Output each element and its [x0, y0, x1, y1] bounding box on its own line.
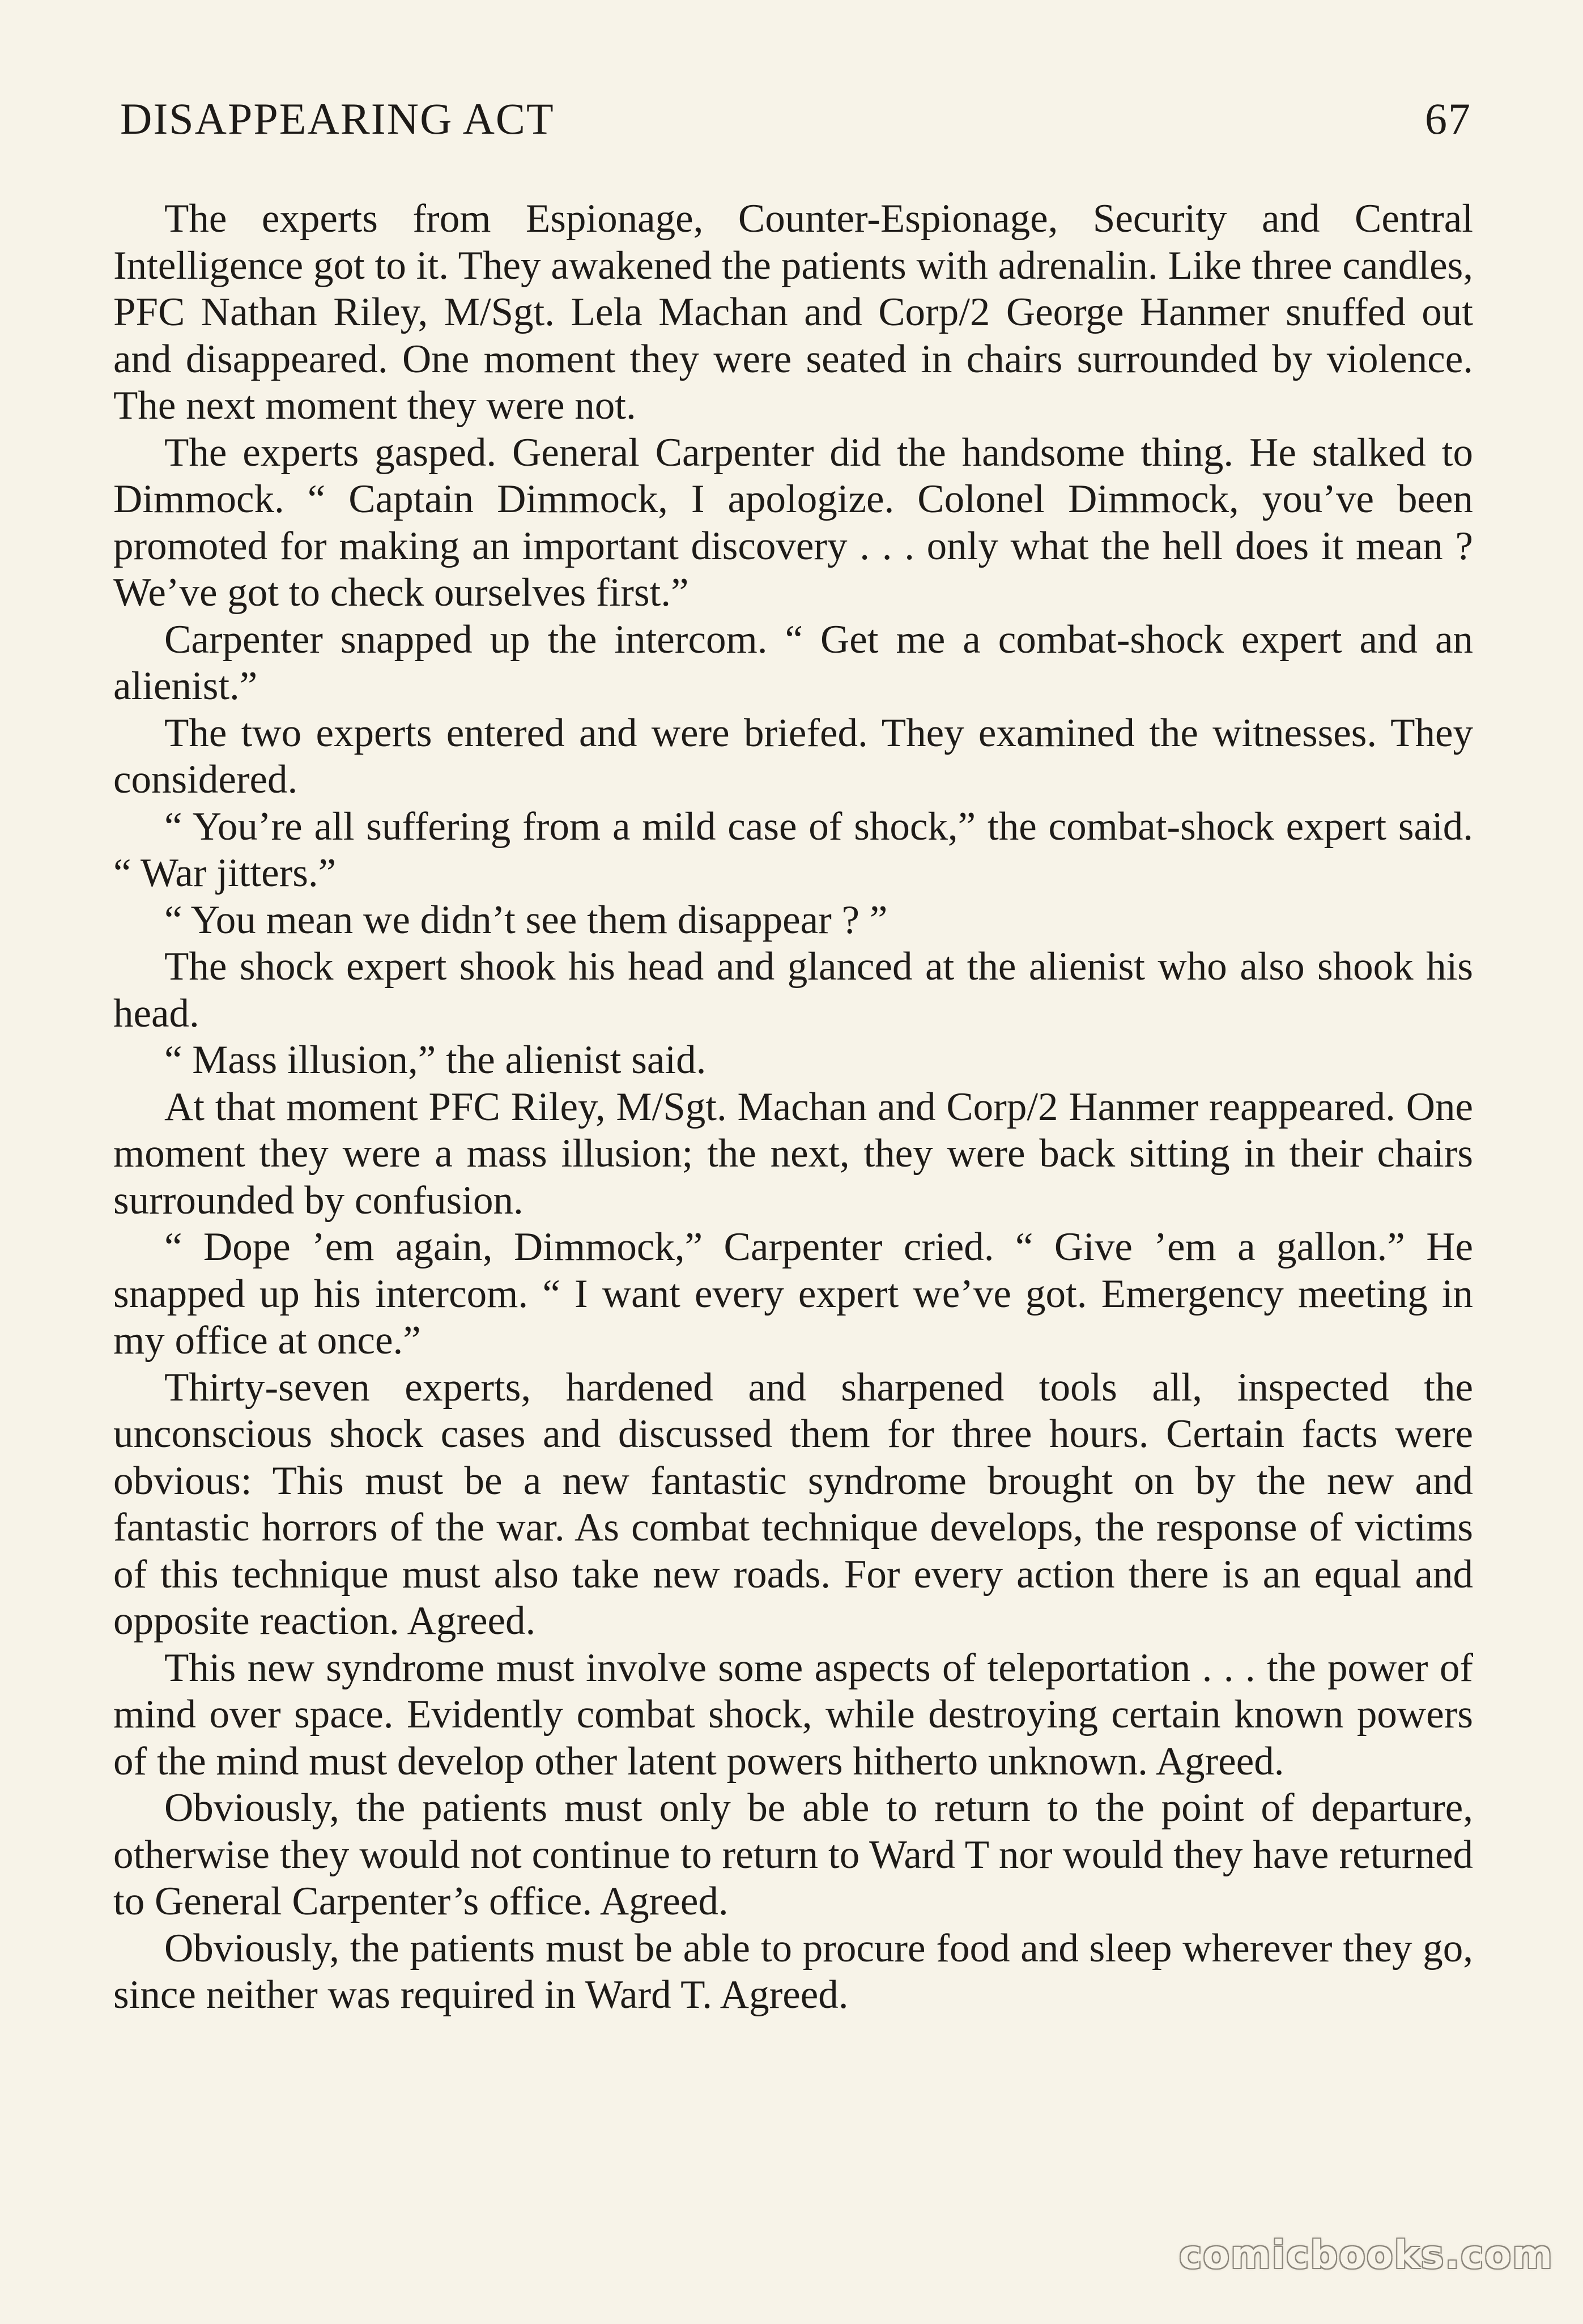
page-number: 67	[1425, 94, 1471, 143]
paragraph: Thirty-seven experts, hardened and sharpened tools all, inspected the unconscious shock cases and discussed them for three hours. Certain facts were obvious: This must be a new fantastic syndrome brought on by the new and fantastic horrors of the war. As combat technique develops, the response of victims of this technique must also take new roads. For every action there is an equal and opposite reaction. Agreed.	[113, 1365, 1473, 1643]
paragraph: The two experts entered and were briefed. They examined the witnesses. They considered.	[113, 710, 1473, 802]
chapter-title: DISAPPEARING ACT	[120, 94, 555, 143]
paragraph: Obviously, the patients must be able to procure food and sleep wherever they go, since neither was required in Ward T. Agreed.	[113, 1926, 1473, 2017]
watermark: comicbooks.com	[1178, 2233, 1554, 2278]
paragraph: Obviously, the patients must only be able to return to the point of departure, otherwise they would not continue to return to Ward T nor would they have returned to General Carpenter’s office. Agreed.	[113, 1786, 1473, 1923]
paragraph: “ You’re all suffering from a mild case of shock,” the combat-shock expert said. “ War jitters.”	[113, 804, 1473, 895]
body-text	[113, 195, 1473, 2019]
paragraph: “ Mass illusion,” the alienist said.	[164, 1038, 707, 1082]
paragraph: The experts from Espionage, Counter-Espionage, Security and Central Intelligence got to it. They awakened the patients with adrenalin. Like three candles, PFC Nathan Riley, M/Sgt. Lela Machan and Corp/2 George Hanmer snuffed out and disappeared. One moment they were seated in chairs surrounded by violence. The next moment they were not.	[113, 197, 1473, 428]
paragraph: The shock expert shook his head and glanced at the alienist who also shook his head.	[113, 944, 1473, 1036]
paragraph: “ You mean we didn’t see them disappear ? ”	[164, 897, 888, 942]
paragraph: The experts gasped. General Carpenter did the handsome thing. He stalked to Dimmock. “ Captain Dimmock, I apologize. Colonel Dimmock, you’ve been promoted for making an important discovery . . . only what the hell does it mean ? We’ve got to check ourselves first.”	[113, 430, 1473, 615]
paragraph: Carpenter snapped up the intercom. “ Get me a combat-shock expert and an alienist.”	[113, 617, 1473, 708]
paragraph: This new syndrome must involve some aspects of teleportation . . . the power of mind over space. Evidently combat shock, while destroying certain known powers of the mind must develop other latent powers hitherto unknown. Agreed.	[113, 1645, 1473, 1784]
paragraph: At that moment PFC Riley, M/Sgt. Machan and Corp/2 Hanmer reappeared. One moment they were a mass illusion; the next, they were back sitting in their chairs surrounded by confusion.	[113, 1084, 1473, 1223]
paragraph: “ Dope ’em again, Dimmock,” Carpenter cried. “ Give ’em a gallon.” He snapped up his intercom. “ I want every expert we’ve got. Emergency meeting in my office at once.”	[113, 1225, 1473, 1363]
